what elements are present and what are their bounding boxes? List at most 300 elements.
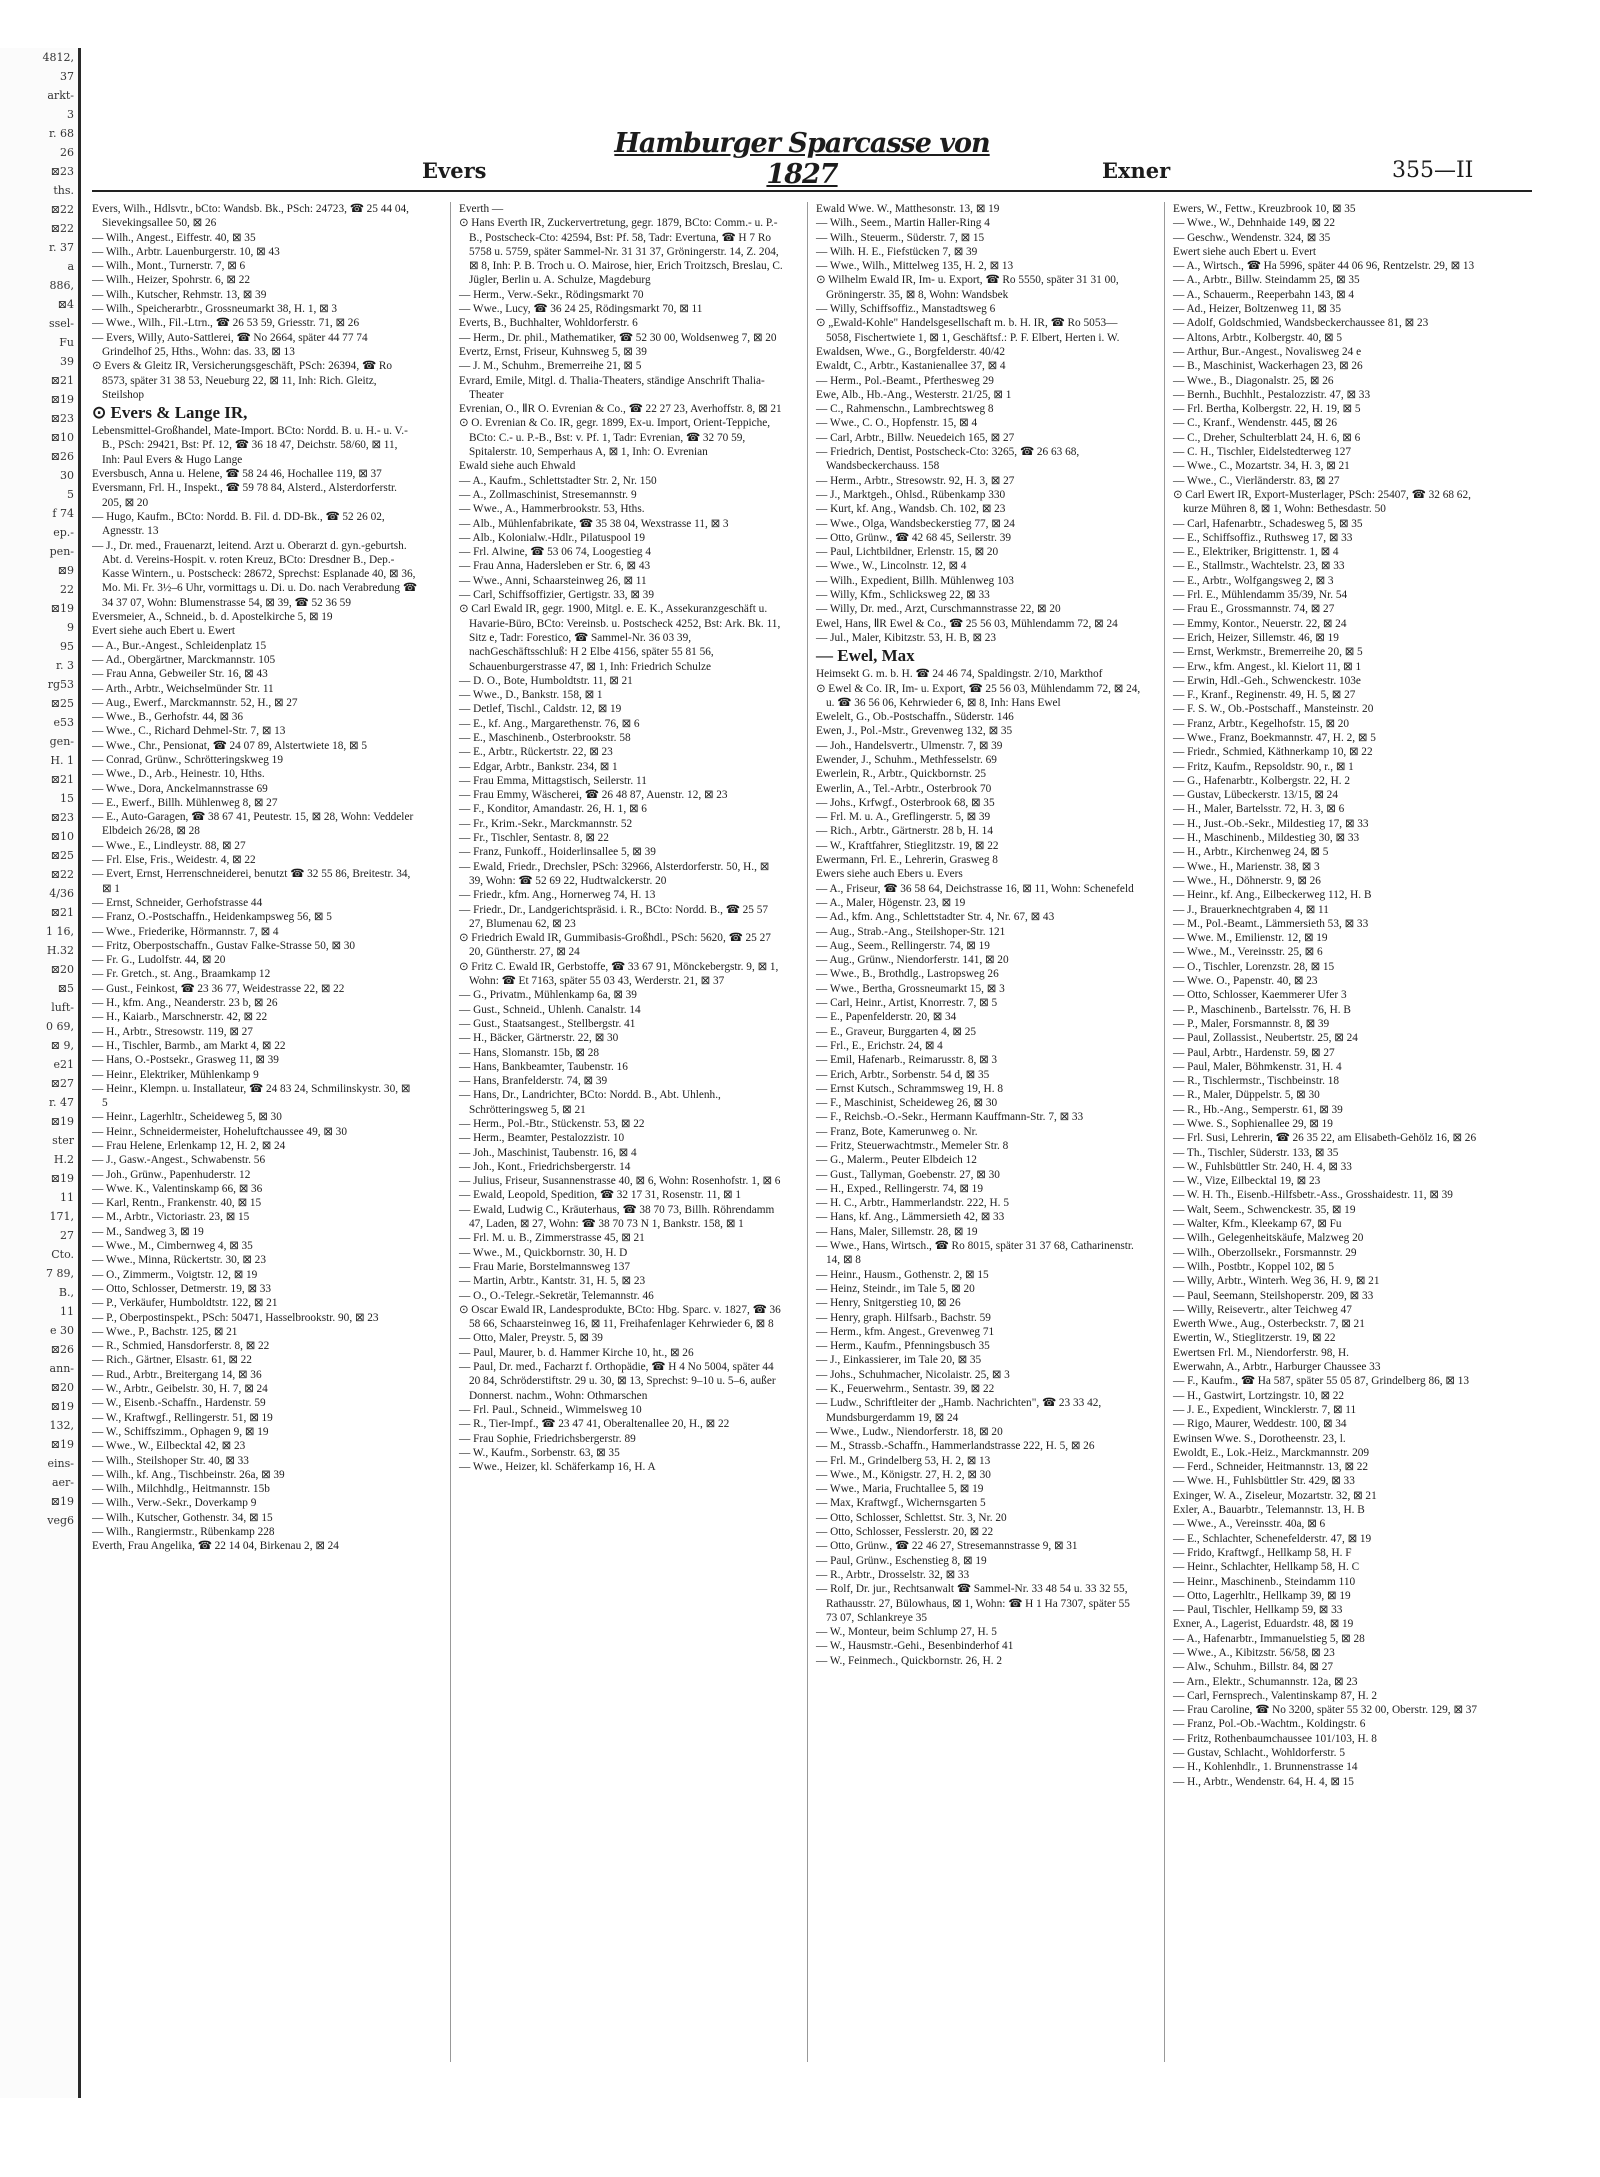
- directory-entry: — J. M., Schuhm., Bremerreihe 21, ⊠ 5: [459, 360, 642, 373]
- directory-entry: — Herm., Pol.-Beamt., Pferthesweg 29: [816, 374, 994, 387]
- directory-entry: — Paul, Grünw., Eschenstieg 8, ⊠ 19: [816, 1554, 987, 1567]
- directory-entry: — Otto, Maler, Preystr. 5, ⊠ 39: [459, 1332, 603, 1345]
- directory-entry: — Wwe., Friederike, Hörmannstr. 7, ⊠ 4: [92, 925, 279, 938]
- directory-entry: — W., Arbtr., Geibelstr. 30, H. 7, ⊠ 24: [92, 1383, 268, 1396]
- directory-entry: — A., Schauerm., Reeperbahn 143, ⊠ 4: [1173, 288, 1355, 301]
- directory-entry: Ewel, Hans, ⅡR Ewel & Co., ☎ 25 56 03, Mühlendamm 72, ⊠ 24: [816, 617, 1118, 630]
- directory-entry: ⊙ Friedrich Ewald IR, Gummibasis-Großhdl., PSch: 5620, ☎ 25 27 20, Güntherstr. 27, ⊠ 24: [459, 932, 771, 959]
- prev-page-fragment: ⊠26: [50, 450, 74, 463]
- directory-entry: — Hans, Bankbeamter, Taubenstr. 16: [459, 1060, 628, 1073]
- directory-entry: — Ewel, Max: [816, 646, 915, 666]
- directory-entry: — Hans, Slomanstr. 15b, ⊠ 28: [459, 1046, 600, 1059]
- directory-entry: — Fr. G., Ludolfstr. 44, ⊠ 20: [92, 954, 226, 967]
- directory-entry: — Wwe., M., Quickbornstr. 30, H. D: [459, 1246, 628, 1259]
- directory-page: [92, 110, 1532, 2070]
- directory-entry: — Frau Sophie, Friedrichsbergerstr. 89: [459, 1432, 636, 1445]
- directory-entry: — Frl. M. u. B., Zimmerstrasse 45, ⊠ 21: [459, 1232, 645, 1245]
- directory-entry: — Heinr., Klempn. u. Installateur, ☎ 24 83 24, Schmilinskystr. 30, ⊠ 5: [92, 1082, 411, 1110]
- directory-entry: — Gust., Tallyman, Goebenstr. 27, ⊠ 30: [816, 1168, 1000, 1181]
- prev-page-fragment: 3: [67, 108, 74, 121]
- directory-entry: — Erwin, Hdl.-Geh., Schwenckestr. 103e: [1173, 674, 1361, 687]
- prev-page-fragment: ⊠22: [50, 203, 74, 216]
- directory-entry: — Ad., kfm. Ang., Schlettstadter Str. 4, Nr. 67, ⊠ 43: [816, 911, 1055, 924]
- directory-entry: — W., Fuhlsbüttler Str. 240, H. 4, ⊠ 33: [1173, 1160, 1352, 1173]
- directory-entry: — Herm., Dr. phil., Mathematiker, ☎ 52 30 00, Woldsenweg 7, ⊠ 20: [459, 331, 777, 344]
- directory-entry: — Heinr., Schneidermeister, Hoheluftchaussee 49, ⊠ 30: [92, 1125, 347, 1138]
- directory-entry: — Paul, Seemann, Steilshoperstr. 209, ⊠ 33: [1173, 1289, 1374, 1302]
- directory-entry: — Fr. Gretch., st. Ang., Braamkamp 12: [92, 968, 271, 981]
- directory-entry: ⊙ Carl Ewald IR, gegr. 1900, Mitgl. e. E. K., Assekuranzgeschäft u. Havarie-Büro, BCto: Vereinsb. u. Postscheck 4252, Bst: Ark. Bk. 11, Sitz e, Tadr: Forestico, ☎ Sammel-Nr. 36 03 39, nachGeschäftsschluß: H 2 Elbe 4156, später 55 81 56, Schauenburgerstrasse 47, ⊠ 1, Inh: Friedrich Schulze: [459, 603, 781, 673]
- directory-entry: — Wilh., Kutscher, Gothenstr. 34, ⊠ 15: [92, 1511, 273, 1524]
- directory-entry: — Arn., Elektr., Schumannstr. 12a, ⊠ 23: [1173, 1675, 1358, 1688]
- directory-entry: — Paul, Maurer, b. d. Hammer Kirche 10, ht., ⊠ 26: [459, 1346, 694, 1359]
- directory-entry: — Otto, Lagerhltr., Hellkamp 39, ⊠ 19: [1173, 1589, 1351, 1602]
- prev-page-fragment: veg6: [47, 1514, 74, 1527]
- directory-entry: — Evert, Ernst, Herrenschneiderei, benutzt ☎ 32 55 86, Breitestr. 34, ⊠ 1: [92, 868, 411, 895]
- prev-page-fragment: ⊠20: [50, 963, 74, 976]
- directory-entry: — Paul, Zollassist., Neubertstr. 25, ⊠ 24: [1173, 1032, 1358, 1045]
- directory-entry: — E., Schlachter, Schenefelderstr. 47, ⊠ 19: [1173, 1532, 1372, 1545]
- directory-entry: — Karl, Rentn., Frankenstr. 40, ⊠ 15: [92, 1197, 262, 1210]
- prev-page-fragment: ⊠19: [50, 1400, 74, 1413]
- directory-entry: — Ad., Heizer, Boltzenweg 11, ⊠ 35: [1173, 303, 1341, 316]
- directory-entry: — Ferd., Schneider, Heitmannstr. 13, ⊠ 22: [1173, 1461, 1369, 1474]
- directory-entry: — R., Schmied, Hansdorferstr. 8, ⊠ 22: [92, 1340, 270, 1353]
- column-2: [450, 202, 784, 2062]
- directory-entry: — Heinr., Schlachter, Hellkamp 58, H. C: [1173, 1561, 1360, 1574]
- prev-page-fragment: Cto.: [51, 1248, 74, 1261]
- directory-entry: — Franz, Arbtr., Kegelhofstr. 15, ⊠ 20: [1173, 717, 1350, 730]
- prev-page-fragment: ⊠22: [50, 868, 74, 881]
- directory-entry: — O., O.-Telegr.-Sekretär, Telemannstr. 46: [459, 1289, 654, 1302]
- directory-entry: — W., Vize, Eilbecktal 19, ⊠ 23: [1173, 1175, 1321, 1188]
- directory-entry: — H., kfm. Ang., Neanderstr. 23 b, ⊠ 26: [92, 997, 278, 1010]
- directory-entry: — Alb., Mühlenfabrikate, ☎ 35 38 04, Wexstrasse 11, ⊠ 3: [459, 517, 729, 530]
- directory-entry: — A., Friseur, ☎ 36 58 64, Deichstrasse 16, ⊠ 11, Wohn: Schenefeld: [816, 882, 1134, 895]
- directory-entry: — Heinr., Elektriker, Mühlenkamp 9: [92, 1068, 259, 1081]
- prev-page-fragment: ⊠21: [50, 773, 74, 786]
- prev-page-fragment: ⊠19: [50, 1115, 74, 1128]
- directory-entry: — Frau Emmy, Wäscherei, ☎ 26 48 87, Auenstr. 12, ⊠ 23: [459, 789, 728, 802]
- directory-entry: — Wwe., D., Arb., Heinestr. 10, Hths.: [92, 768, 265, 781]
- directory-entry: — Rud., Arbtr., Breitergang 14, ⊠ 36: [92, 1368, 262, 1381]
- directory-entry: — Erich, Heizer, Sillemstr. 46, ⊠ 19: [1173, 631, 1339, 644]
- directory-entry: — A., Arbtr., Billw. Steindamm 25, ⊠ 35: [1173, 274, 1360, 287]
- directory-entry: — Wwe., Wilh., Mittelweg 135, H. 2, ⊠ 13: [816, 260, 1014, 273]
- directory-entry: Ewender, J., Schuhm., Methfesselstr. 69: [816, 753, 997, 766]
- directory-entry: — A., Maler, Högenstr. 23, ⊠ 19: [816, 896, 966, 909]
- directory-entry: — Wwe. O., Papenstr. 40, ⊠ 23: [1173, 975, 1318, 988]
- directory-entry: — Fritz, Steuerwachtmstr., Memeler Str. 8: [816, 1140, 1009, 1152]
- prev-page-fragment: 30: [60, 469, 74, 482]
- directory-entry: — E., Maschinenb., Osterbrookstr. 58: [459, 731, 631, 744]
- directory-entry: — Willy, Dr. med., Arzt, Curschmannstrasse 22, ⊠ 20: [816, 603, 1061, 616]
- directory-entry: — C., Kranf., Wendenstr. 445, ⊠ 26: [1173, 417, 1337, 430]
- directory-entry: — W., Eisenb.-Schaffn., Hardenstr. 59: [92, 1397, 266, 1410]
- directory-entry: — Frl., E., Erichstr. 24, ⊠ 4: [816, 1039, 943, 1052]
- directory-entry: — Walter, Kfm., Kleekamp 67, ⊠ Fu: [1173, 1218, 1342, 1231]
- prev-page-fragment: gen-: [49, 735, 74, 748]
- directory-entry: — Joh., Maschinist, Taubenstr. 16, ⊠ 4: [459, 1146, 637, 1159]
- directory-entry: — Aug., Seem., Rellingerstr. 74, ⊠ 19: [816, 939, 990, 952]
- directory-entry: — R., Tischlermstr., Tischbeinstr. 18: [1173, 1075, 1340, 1088]
- prev-page-fragment: 22: [60, 583, 74, 596]
- directory-entry: ⊙ O. Evrenian & Co. IR, gegr. 1899, Ex-u. Import, Orient-Teppiche, BCto: C.- u. P.-B., Bst: v. Pf. 1, Tadr: Evrenian, ☎ 32 70 59, Spitalerstr. 10, Semperhaus A, ⊠ 1, Inh: O. Evrenian: [459, 417, 771, 459]
- directory-entry: — Ewald, Ludwig C., Kräuterhaus, ☎ 38 70 73, Billh. Röhrendamm 47, Laden, ⊠ 27, Wohn: ☎ 38 70 73 N 1, Bankstr. 158, ⊠ 1: [459, 1203, 775, 1231]
- prev-page-fragment: 11: [60, 1305, 74, 1318]
- directory-entry: Heimsekt G. m. b. H. ☎ 24 46 74, Spaldingstr. 2/10, Markthof: [816, 668, 1103, 681]
- directory-entry: — F., Kranf., Reginenstr. 49, H. 5, ⊠ 27: [1173, 689, 1356, 702]
- prev-page-fragment: ⊠19: [50, 1438, 74, 1451]
- directory-entry: — Ernst Kutsch., Schrammsweg 19, H. 8: [816, 1082, 1004, 1095]
- directory-entry: — Frl. Paul., Schneid., Wimmelsweg 10: [459, 1403, 642, 1416]
- directory-entry: — Wwe., A., Hammerbrookstr. 53, Hths.: [459, 503, 645, 516]
- directory-entry: — Wilh. H. E., Fiefstücken 7, ⊠ 39: [816, 245, 978, 258]
- directory-entry: — Walt, Seem., Schwenckestr. 35, ⊠ 19: [1173, 1203, 1356, 1216]
- prev-page-fragment: 9: [67, 621, 74, 634]
- directory-entry: — A., Hafenarbtr., Immanuelstieg 5, ⊠ 28: [1173, 1632, 1365, 1645]
- directory-entry: — F., Konditor, Amandastr. 26, H. 1, ⊠ 6: [459, 803, 647, 816]
- directory-entry: — H., Arbtr., Kirchenweg 24, ⊠ 5: [1173, 846, 1329, 859]
- prev-page-fragment: r. 68: [48, 127, 74, 140]
- directory-entry: — Fritz, Rothenbaumchaussee 101/103, H. 8: [1173, 1732, 1377, 1745]
- prev-page-fragment: eins-: [47, 1457, 74, 1470]
- directory-entry: ⊙ Evers & Lange IR,: [92, 403, 248, 423]
- prev-page-fragment: ⊠10: [50, 830, 74, 843]
- prev-page-fragment: ⊠23: [50, 165, 74, 178]
- prev-page-fragment: aer-: [51, 1476, 74, 1489]
- directory-entry: — Heinr., Hausm., Gothenstr. 2, ⊠ 15: [816, 1268, 989, 1281]
- directory-entry: — E., Elektriker, Brigittenstr. 1, ⊠ 4: [1173, 546, 1339, 559]
- directory-entry: — A., Wirtsch., ☎ Ha 5996, später 44 06 96, Rentzelstr. 29, ⊠ 13: [1173, 260, 1475, 273]
- directory-entry: — Otto, Grünw., ☎ 42 68 45, Seilerstr. 39: [816, 531, 1012, 544]
- directory-entry: — Frl. Susi, Lehrerin, ☎ 26 35 22, am Elisabeth-Gehölz 16, ⊠ 26: [1173, 1132, 1477, 1145]
- directory-entry: — Frl. M. u. A., Greflingerstr. 5, ⊠ 39: [816, 811, 991, 824]
- directory-entry: — Wwe., M., Cimbernweg 4, ⊠ 35: [92, 1240, 253, 1253]
- prev-page-fragment: ⊠19: [50, 1172, 74, 1185]
- directory-entry: — W., Feinmech., Quickbornstr. 26, H. 2: [816, 1654, 1003, 1667]
- header-banner-logo: Hamburger Sparcasse von 1827: [614, 128, 990, 190]
- directory-entry: — Kurt, kf. Ang., Wandsb. Ch. 102, ⊠ 23: [816, 503, 1006, 516]
- directory-entry: — Wilh., Postbtr., Koppel 102, ⊠ 5: [1173, 1260, 1335, 1273]
- directory-entry: — Wilh., Steilshoper Str. 40, ⊠ 33: [92, 1454, 249, 1467]
- directory-entry: — Wwe., C. O., Hopfenstr. 15, ⊠ 4: [816, 417, 978, 430]
- directory-entry: — Frau Emma, Mittagstisch, Seilerstr. 11: [459, 774, 647, 787]
- directory-entry: — Wwe., A., Vereinsstr. 40a, ⊠ 6: [1173, 1518, 1326, 1531]
- prev-page-fragment: 37: [60, 70, 74, 83]
- prev-page-fragment: e 30: [49, 1324, 74, 1337]
- directory-entry: ⊙ Carl Ewert IR, Export-Musterlager, PSch: 25407, ☎ 32 68 62, kurze Mühren 8, ⊠ 1, Wohn: Bethesdastr. 50: [1173, 488, 1471, 516]
- directory-entry: — Detlef, Tischl., Caldstr. 12, ⊠ 19: [459, 703, 622, 716]
- directory-entry: — Wilh., Mont., Turnerstr. 7, ⊠ 6: [92, 260, 246, 273]
- directory-entry: — G., Hafenarbtr., Kolbergstr. 22, H. 2: [1173, 774, 1351, 787]
- directory-entry: — Frl. M., Grindelberg 53, H. 2, ⊠ 13: [816, 1454, 991, 1467]
- directory-entry: — Gustav, Lübeckerstr. 13/15, ⊠ 24: [1173, 789, 1338, 802]
- prev-page-fragment: ⊠26: [50, 1343, 74, 1356]
- directory-entry: — Wwe., A., Kibitzstr. 56/58, ⊠ 23: [1173, 1646, 1335, 1659]
- directory-entry: — Wwe., W., Eilbecktal 42, ⊠ 23: [92, 1440, 246, 1453]
- directory-entry: — Fr., Krim.-Sekr., Marckmannstr. 52: [459, 817, 633, 830]
- prev-page-fragment: ⊠25: [50, 697, 74, 710]
- directory-entry: — Hans, kf. Ang., Lämmersieth 42, ⊠ 33: [816, 1211, 1005, 1224]
- directory-entry: — Martin, Arbtr., Kantstr. 31, H. 5, ⊠ 23: [459, 1275, 646, 1288]
- directory-entry: — Max, Kraftwgf., Wichernsgarten 5: [816, 1497, 986, 1510]
- directory-entry: — E., kf. Ang., Margarethenstr. 76, ⊠ 6: [459, 717, 640, 730]
- prev-page-fragment: H.2: [53, 1153, 74, 1166]
- directory-entry: Evert siehe auch Ebert u. Ewert: [92, 625, 236, 638]
- directory-entry: Ewe, Alb., Hb.-Ang., Westerstr. 21/25, ⊠ 1: [816, 388, 1012, 401]
- directory-entry: Ewerwahn, A., Arbtr., Harburger Chaussee 33: [1173, 1361, 1381, 1374]
- directory-entry: — Wwe., Minna, Rückertstr. 30, ⊠ 23: [92, 1254, 266, 1267]
- directory-entry: — F., Reichsb.-O.-Sekr., Hermann Kauffmann-Str. 7, ⊠ 33: [816, 1111, 1084, 1124]
- directory-entry: — Franz, O.-Postschaffn., Heidenkampsweg 56, ⊠ 5: [92, 911, 332, 924]
- prev-page-fragment: ⊠19: [50, 1495, 74, 1508]
- directory-entry: — Carl, Heinr., Artist, Knorrestr. 7, ⊠ 5: [816, 997, 998, 1010]
- directory-entry: — Arth., Arbtr., Weichselmünder Str. 11: [92, 682, 274, 695]
- directory-entry: — Arthur, Bur.-Angest., Novalisweg 24 e: [1173, 345, 1362, 358]
- directory-entry: — Herm., Pol.-Btr., Stückenstr. 53, ⊠ 22: [459, 1118, 645, 1130]
- directory-entry: — P., Maschinenb., Bartelsstr. 76, H. B: [1173, 1003, 1351, 1016]
- directory-entry: — M., Arbtr., Victoriastr. 23, ⊠ 15: [92, 1211, 250, 1224]
- directory-entry: — Hans, Dr., Landrichter, BCto: Nordd. B., Abt. Uhlenh., Schrötteringsweg 5, ⊠ 21: [459, 1089, 721, 1116]
- directory-entry: — Wwe., B., Brothdlg., Lastropsweg 26: [816, 968, 999, 981]
- directory-entry: — Aug., Grünw., Niendorferstr. 141, ⊠ 20: [816, 954, 1009, 967]
- directory-entry: — Paul, Arbtr., Hardenstr. 59, ⊠ 27: [1173, 1046, 1335, 1059]
- prev-page-fragment: ⊠27: [50, 1077, 74, 1090]
- directory-entry: ⊙ Oscar Ewald IR, Landesprodukte, BCto: Hbg. Sparc. v. 1827, ☎ 36 58 66, Schaarsteinweg 16, ⊠ 11, Freihafenlager Kehrwieder 6, ⊠ 8: [459, 1303, 781, 1331]
- directory-entry: — Wwe., Bertha, Grossneumarkt 15, ⊠ 3: [816, 982, 1005, 995]
- directory-entry: Ewertsen Frl. M., Niendorferstr. 98, H.: [1173, 1346, 1350, 1359]
- directory-entry: — Emmy, Kontor., Neuerstr. 22, ⊠ 24: [1173, 617, 1347, 630]
- directory-entry: — Friedrich, Dentist, Postscheck-Cto: 3265, ☎ 26 63 68, Wandsbeckerchauss. 158: [816, 446, 1080, 473]
- directory-entry: Exinger, W. A., Ziseleur, Mozartstr. 32, ⊠ 21: [1173, 1489, 1377, 1502]
- directory-entry: — Willy, Arbtr., Winterh. Weg 36, H. 9, ⊠ 21: [1173, 1275, 1380, 1288]
- directory-entry: — Willy, Schiffsoffiz., Manstadtsweg 6: [816, 303, 996, 316]
- directory-entry: Evers, Wilh., Hdlsvtr., bCto: Wandsb. Bk., PSch: 24723, ☎ 25 44 04, Sievekingsallee 50, ⊠ 26: [92, 203, 410, 230]
- directory-entry: — M., Strassb.-Schaffn., Hammerlandstrasse 222, H. 5, ⊠ 26: [816, 1440, 1095, 1453]
- directory-entry: — Frl. Bertha, Kolbergstr. 22, H. 19, ⊠ 5: [1173, 403, 1361, 416]
- prev-page-fragment: 4812,: [42, 51, 74, 64]
- directory-entry: ⊙ Hans Everth IR, Zuckervertretung, gegr. 1879, BCto: Comm.- u. P.-B., Postscheck-Cto: 42594, Bst: Pf. 58, Tadr: Evertuna, ☎ H 7 Ro 5758 u. 5759, später Sammel-Nr. 31 31 37, Gröningerstr. 14, Z. 204, ⊠ 8, Inh: P. B. Troch u. O. Mairose, hier, Erich Troitzsch, Breslau, C. Jügler, Berlin u. A. Schulze, Magdeburg: [459, 217, 783, 287]
- directory-entry: — J., Brauerknechtgraben 4, ⊠ 11: [1173, 903, 1329, 916]
- prev-page-fragment: e53: [53, 716, 74, 729]
- directory-entry: — E., Graveur, Burggarten 4, ⊠ 25: [816, 1025, 977, 1038]
- directory-entry: — Franz, Funkoff., Hoiderlinsallee 5, ⊠ 39: [459, 846, 656, 859]
- directory-entry: — Wwe. S., Sophienallee 29, ⊠ 19: [1173, 1118, 1333, 1130]
- directory-entry: — Wilh., Speicherarbtr., Grossneumarkt 38, H. 1, ⊠ 3: [92, 303, 338, 316]
- prev-page-fragment: 7 89,: [46, 1267, 74, 1280]
- directory-entry: — Adolf, Goldschmied, Wandsbeckerchaussee 81, ⊠ 23: [1173, 317, 1429, 330]
- directory-entry: — Evers, Willy, Auto-Sattlerei, ☎ No 2664, später 44 77 74 Grindelhof 25, Hths., Wohn: das. 33, ⊠ 13: [92, 331, 368, 358]
- directory-entry: — Heinr., Lagerhltr., Scheideweg 5, ⊠ 30: [92, 1111, 282, 1124]
- directory-entry: — Alb., Kolonialw.-Hdlr., Pilatuspool 19: [459, 531, 645, 544]
- directory-entry: — Frau Helene, Erlenkamp 12, H. 2, ⊠ 24: [92, 1140, 286, 1152]
- directory-entry: — H., Exped., Rellingerstr. 74, ⊠ 19: [816, 1182, 983, 1195]
- prev-page-fragment: ssel-: [48, 317, 74, 330]
- directory-entry: — E., Papenfelderstr. 20, ⊠ 34: [816, 1011, 957, 1024]
- directory-entry: — Erich, Arbtr., Sorbenstr. 54 d, ⊠ 35: [816, 1068, 990, 1081]
- directory-entry: — P., Verkäufer, Humboldtstr. 122, ⊠ 21: [92, 1297, 278, 1310]
- directory-entry: Ewers, W., Fettw., Kreuzbrook 10, ⊠ 35: [1173, 203, 1356, 215]
- directory-entry: — Frl. E., Mühlendamm 35/39, Nr. 54: [1173, 589, 1348, 602]
- directory-entry: — Herm., kfm. Angest., Grevenweg 71: [816, 1325, 995, 1338]
- directory-entry: — Altons, Arbtr., Kolbergstr. 40, ⊠ 5: [1173, 331, 1342, 344]
- directory-entry: Ewermann, Frl. E., Lehrerin, Grasweg 8: [816, 854, 998, 867]
- column-4: [1164, 202, 1498, 2062]
- prev-page-fragment: ⊠ 9,: [50, 1039, 74, 1052]
- directory-entry: Evrenian, O., ⅡR O. Evrenian & Co., ☎ 22 27 23, Averhoffstr. 8, ⊠ 21: [459, 403, 782, 416]
- directory-entry: — A., Bur.-Angest., Schleidenplatz 15: [92, 639, 267, 652]
- prev-page-fragment: ths.: [53, 184, 74, 197]
- directory-entry: — Emil, Hafenarb., Reimarusstr. 8, ⊠ 3: [816, 1054, 998, 1067]
- directory-entry: — G., Privatm., Mühlenkamp 6a, ⊠ 39: [459, 989, 637, 1002]
- prev-page-fragment: 5: [67, 488, 74, 501]
- directory-entry: Everth —: [459, 203, 504, 215]
- directory-entry: — Johs., Krfwgf., Osterbrook 68, ⊠ 35: [816, 796, 995, 809]
- prev-page-fragment: luft-: [51, 1001, 74, 1014]
- directory-entry: — Wwe., M., Vereinsstr. 25, ⊠ 6: [1173, 946, 1323, 959]
- header-first-entry: Evers: [422, 158, 487, 183]
- prev-page-fragment: 4/36: [49, 887, 74, 900]
- directory-entry: — Joh., Handelsvertr., Ulmenstr. 7, ⊠ 39: [816, 739, 1003, 752]
- directory-entry: — Fr., Tischler, Sentastr. 8, ⊠ 22: [459, 832, 609, 845]
- directory-entry: Evertz, Ernst, Friseur, Kuhnsweg 5, ⊠ 39: [459, 345, 647, 358]
- directory-entry: — Carl, Hafenarbtr., Schadesweg 5, ⊠ 35: [1173, 517, 1363, 530]
- directory-entry: — Wwe., C., Richard Dehmel-Str. 7, ⊠ 13: [92, 725, 286, 738]
- directory-entry: — Frl. Alwine, ☎ 53 06 74, Loogestieg 4: [459, 546, 651, 559]
- directory-entry: Eversbusch, Anna u. Helene, ☎ 58 24 46, Hochallee 119, ⊠ 37: [92, 468, 382, 481]
- directory-entry: Eversmeier, A., Schneid., b. d. Apostelkirche 5, ⊠ 19: [92, 611, 333, 624]
- directory-entry: Ewers siehe auch Ebers u. Evers: [816, 868, 963, 881]
- prev-page-fragment: ⊠23: [50, 412, 74, 425]
- directory-entry: — Wwe., Chr., Pensionat, ☎ 24 07 89, Alstertwiete 18, ⊠ 5: [92, 739, 367, 752]
- directory-entry: — Herm., Beamter, Pestalozzistr. 10: [459, 1132, 625, 1145]
- directory-entry: — H., Tischler, Barmb., am Markt 4, ⊠ 22: [92, 1039, 286, 1052]
- directory-entry: — Otto, Grünw., ☎ 22 46 27, Stresemannstrasse 9, ⊠ 31: [816, 1540, 1078, 1553]
- directory-entry: — Wilh., Steuerm., Süderstr. 7, ⊠ 15: [816, 231, 985, 244]
- prev-page-fragment: 26: [60, 146, 74, 159]
- prev-page-fragment: 886,: [49, 279, 74, 292]
- directory-entry: — Wwe., C., Mozartstr. 34, H. 3, ⊠ 21: [1173, 460, 1350, 473]
- directory-entry: — H., Kohlenhdlr., 1. Brunnenstrasse 14: [1173, 1761, 1358, 1774]
- prev-page-fragment: ⊠20: [50, 1381, 74, 1394]
- directory-entry: — Henry, Snitgerstieg 10, ⊠ 26: [816, 1297, 961, 1310]
- directory-entry: — Wilh., kf. Ang., Tischbeinstr. 26a, ⊠ 39: [92, 1468, 285, 1481]
- prev-page-fragment: ⊠25: [50, 849, 74, 862]
- directory-entry: — W., Schiffszimm., Ophagen 9, ⊠ 19: [92, 1425, 269, 1438]
- directory-entry: — Julius, Friseur, Susannenstrasse 40, ⊠ 6, Wohn: Rosenhofstr. 1, ⊠ 6: [459, 1175, 781, 1188]
- prev-page-fragment: ster: [52, 1134, 74, 1147]
- directory-entry: — Wwe., Anni, Schaarsteinweg 26, ⊠ 11: [459, 574, 647, 587]
- directory-entry: Ewald Wwe. W., Matthesonstr. 13, ⊠ 19: [816, 203, 1000, 215]
- directory-entry: — H., Arbtr., Wendenstr. 64, H. 4, ⊠ 15: [1173, 1775, 1354, 1788]
- directory-entry: ⊙ Ewel & Co. IR, Im- u. Export, ☎ 25 56 03, Mühlendamm 72, ⊠ 24, u. ☎ 36 56 06, Kehrwieder 6, ⊠ 8, Inh: Hans Ewel: [816, 682, 1141, 709]
- directory-entry: — C., Dreher, Schulterblatt 24, H. 6, ⊠ 6: [1173, 431, 1361, 444]
- directory-entry: — E., Arbtr., Wolfgangsweg 2, ⊠ 3: [1173, 574, 1334, 587]
- directory-entry: — H., Kaiarb., Marschnerstr. 42, ⊠ 22: [92, 1011, 268, 1024]
- directory-entry: — Otto, Schlosser, Schlettst. Str. 3, Nr. 20: [816, 1511, 1007, 1524]
- directory-entry: — Frau Anna, Hadersleben er Str. 6, ⊠ 43: [459, 560, 651, 573]
- directory-entry: — Wwe., W., Lincolnstr. 12, ⊠ 4: [816, 560, 967, 573]
- directory-entry: — F., Kaufm., ☎ Ha 587, später 55 05 87, Grindelberg 86, ⊠ 13: [1173, 1375, 1470, 1388]
- directory-entry: — Ernst, Schneider, Gerhofstrasse 44: [92, 896, 263, 909]
- directory-entry: — Otto, Schlosser, Fesslerstr. 20, ⊠ 22: [816, 1526, 994, 1539]
- directory-entry: — A., Kaufm., Schlettstadter Str. 2, Nr. 150: [459, 474, 657, 487]
- directory-entry: — Paul, Maler, Böhmkenstr. 31, H. 4: [1173, 1060, 1342, 1073]
- directory-entry: — Wilh., Gelegenheitskäufe, Malzweg 20: [1173, 1232, 1364, 1245]
- directory-entry: — D. O., Bote, Humboldtstr. 11, ⊠ 21: [459, 674, 633, 687]
- directory-entry: — Wilh., Rangiermstr., Rübenkamp 228: [92, 1526, 275, 1539]
- directory-entry: — P., Maler, Forsmannstr. 8, ⊠ 39: [1173, 1017, 1330, 1030]
- directory-entry: Ewoldt, E., Lok.-Heiz., Marckmannstr. 209: [1173, 1446, 1370, 1459]
- directory-entry: — Wwe., P., Bachstr. 125, ⊠ 21: [92, 1325, 238, 1338]
- prev-page-fragment: H. 1: [50, 754, 74, 767]
- prev-page-fragment: r. 37: [48, 241, 74, 254]
- directory-entry: — W., Monteur, beim Schlump 27, H. 5: [816, 1626, 997, 1639]
- directory-entry: — Carl, Arbtr., Billw. Neuedeich 165, ⊠ 27: [816, 431, 1015, 444]
- prev-page-fragment: 11: [60, 1191, 74, 1204]
- directory-entry: Ewerth Wwe., Aug., Osterbeckstr. 7, ⊠ 21: [1173, 1318, 1365, 1331]
- prev-page-fragment: 132,: [49, 1419, 74, 1432]
- directory-entry: Ewinsen Wwe. S., Dorotheenstr. 23, l.: [1173, 1432, 1346, 1445]
- directory-entry: — Henry, graph. Hilfsarb., Bachstr. 59: [816, 1311, 991, 1324]
- prev-page-fragment: ann-: [49, 1362, 74, 1375]
- prev-page-fragment: ⊠4: [57, 298, 74, 311]
- directory-entry: Ewaldt, C., Arbtr., Kastanienallee 37, ⊠ 4: [816, 360, 1006, 373]
- directory-entry: Eversmann, Frl. H., Inspekt., ☎ 59 78 84, Alsterd., Alsterdorferstr. 205, ⊠ 20: [92, 482, 397, 509]
- directory-entry: — Wilh., Kutscher, Rehmstr. 13, ⊠ 39: [92, 288, 267, 301]
- directory-entry: — Hans, Branfelderstr. 74, ⊠ 39: [459, 1075, 608, 1088]
- directory-entry: — Wilh., Oberzollsekr., Forsmannstr. 29: [1173, 1246, 1357, 1259]
- directory-entry: — M., Pol.-Beamt., Lämmersieth 53, ⊠ 33: [1173, 917, 1369, 930]
- directory-entry: — B., Maschinist, Wackerhagen 23, ⊠ 26: [1173, 360, 1363, 373]
- directory-entry: — Aug., Strab.-Ang., Steilshoper-Str. 121: [816, 925, 1006, 938]
- directory-entry: — Wwe. H., Fuhlsbüttler Str. 429, ⊠ 33: [1173, 1475, 1355, 1488]
- directory-entry: — J., Marktgeh., Ohlsd., Rübenkamp 330: [816, 488, 1006, 501]
- prev-page-fragment: ⊠19: [50, 602, 74, 615]
- prev-page-fragment: ⊠19: [50, 393, 74, 406]
- directory-entry: — Wwe., Franz, Boekmannstr. 47, H. 2, ⊠ 5: [1173, 731, 1376, 744]
- directory-entry: — Frau Caroline, ☎ No 3200, später 55 32 00, Oberstr. 129, ⊠ 37: [1173, 1704, 1478, 1717]
- directory-entry: — Wwe. K., Valentinskamp 66, ⊠ 36: [92, 1182, 263, 1195]
- directory-entry: — W. H. Th., Eisenb.-Hilfsbetr.-Ass., Grosshaidestr. 11, ⊠ 39: [1173, 1189, 1453, 1202]
- prev-page-fragment: 95: [60, 640, 74, 653]
- prev-page-fragment: 1 16,: [46, 925, 74, 938]
- directory-entry: — Ewald, Leopold, Spedition, ☎ 32 17 31, Rosenstr. 11, ⊠ 1: [459, 1189, 741, 1202]
- directory-entry: — E., Arbtr., Rückertstr. 22, ⊠ 23: [459, 746, 613, 759]
- directory-entry: — Friedr., kfm. Ang., Hornerweg 74, H. 13: [459, 889, 656, 902]
- directory-entry: — R., Maler, Düppelstr. 5, ⊠ 30: [1173, 1089, 1320, 1102]
- directory-entry: — J., Gasw.-Angest., Schwabenstr. 56: [92, 1154, 266, 1167]
- directory-entry: — R., Arbtr., Drosselstr. 32, ⊠ 33: [816, 1568, 970, 1581]
- directory-entry: ⊙ „Ewald-Kohle" Handelsgesellschaft m. b. H. IR, ☎ Ro 5053—5058, Fischertwiete 1, ⊠ 1, Geschäftsf.: P. F. Elbert, Herten i. W.: [816, 317, 1120, 344]
- directory-entry: — Erw., kfm. Angest., kl. Kielort 11, ⊠ 1: [1173, 660, 1362, 673]
- directory-entry: — Friedr., Schmied, Käthnerkamp 10, ⊠ 22: [1173, 746, 1373, 759]
- directory-entry: — Hans, Maler, Sillemstr. 28, ⊠ 19: [816, 1225, 978, 1238]
- prev-page-fragment: 171,: [49, 1210, 74, 1223]
- directory-entry: — Willy, Reisevertr., alter Teichweg 47: [1173, 1303, 1352, 1316]
- directory-entry: — Carl, Fernsprech., Valentinskamp 87, H. 2: [1173, 1689, 1378, 1702]
- directory-entry: — Wwe., D., Bankstr. 158, ⊠ 1: [459, 689, 603, 702]
- directory-entry: ⊙ Evers & Gleitz IR, Versicherungsgeschäft, PSch: 26394, ☎ Ro 8573, später 31 38 53, Neueburg 22, ⊠ 11, Inh: Rich. Gleitz, Steilshop: [92, 360, 393, 401]
- directory-entry: Ewert siehe auch Ebert u. Evert: [1173, 245, 1317, 258]
- directory-entry: — Herm., Arbtr., Stresowstr. 92, H. 3, ⊠ 27: [816, 474, 1015, 487]
- directory-entry: — H., Bäcker, Gärtnerstr. 22, ⊠ 30: [459, 1032, 619, 1045]
- directory-entry: — Otto, Schlosser, Detmerstr. 19, ⊠ 33: [92, 1282, 272, 1295]
- directory-entry: — Fritz, Kaufm., Repsoldstr. 90, r., ⊠ 1: [1173, 760, 1354, 773]
- column-3: [807, 202, 1141, 2062]
- directory-entry: — Heinr., kf. Ang., Eilbeckerweg 112, H. B: [1173, 889, 1372, 902]
